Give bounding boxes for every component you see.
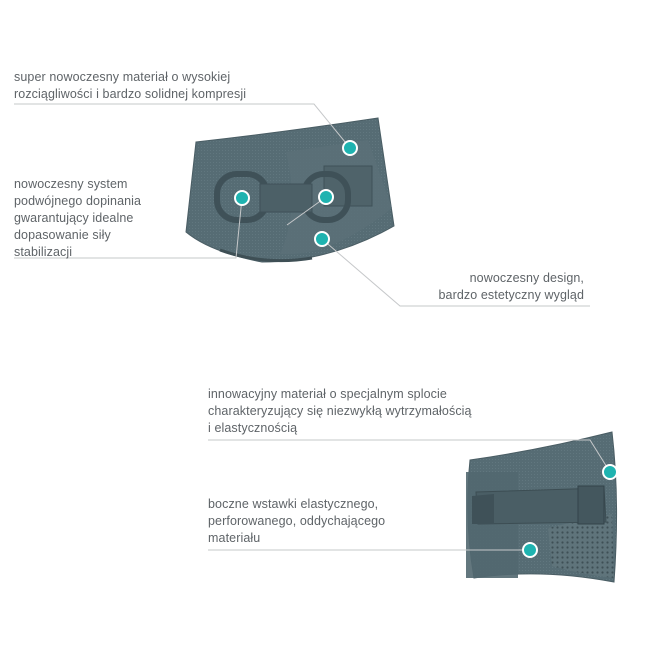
marker-fastening-left-dot xyxy=(235,191,249,205)
bottom-brace-left-panel xyxy=(466,472,518,578)
bottom-brace-strap-left xyxy=(472,494,494,524)
marker-inserts-dot xyxy=(523,543,537,557)
bottom-lumbar-brace xyxy=(466,432,617,582)
callout-weave: innowacyjny materiał o specjalnym splocie charakteryzujący się niezwykłą wytrzymałością i elastycznością xyxy=(208,387,472,435)
marker-material-dot xyxy=(343,141,357,155)
callout-fastening: nowoczesny system podwójnego dopinania gwarantujący idealne dopasowanie siły stabilizacji xyxy=(14,177,142,259)
top-lumbar-brace xyxy=(186,118,394,262)
callout-design: nowoczesny design, bardzo estetyczny wygląd xyxy=(438,271,584,302)
bottom-brace-strap-buckle xyxy=(578,486,604,524)
callout-material: super nowoczesny materiał o wysokiej rozciągliwości i bardzo solidnej kompresji xyxy=(14,70,247,101)
marker-fastening-right-dot xyxy=(319,190,333,204)
marker-weave-dot xyxy=(603,465,617,479)
marker-design-dot xyxy=(315,232,329,246)
callout-inserts: boczne wstawki elastycznego, perforowanego, oddychającego materiału xyxy=(208,497,386,545)
top-brace-center-strap xyxy=(260,184,312,212)
